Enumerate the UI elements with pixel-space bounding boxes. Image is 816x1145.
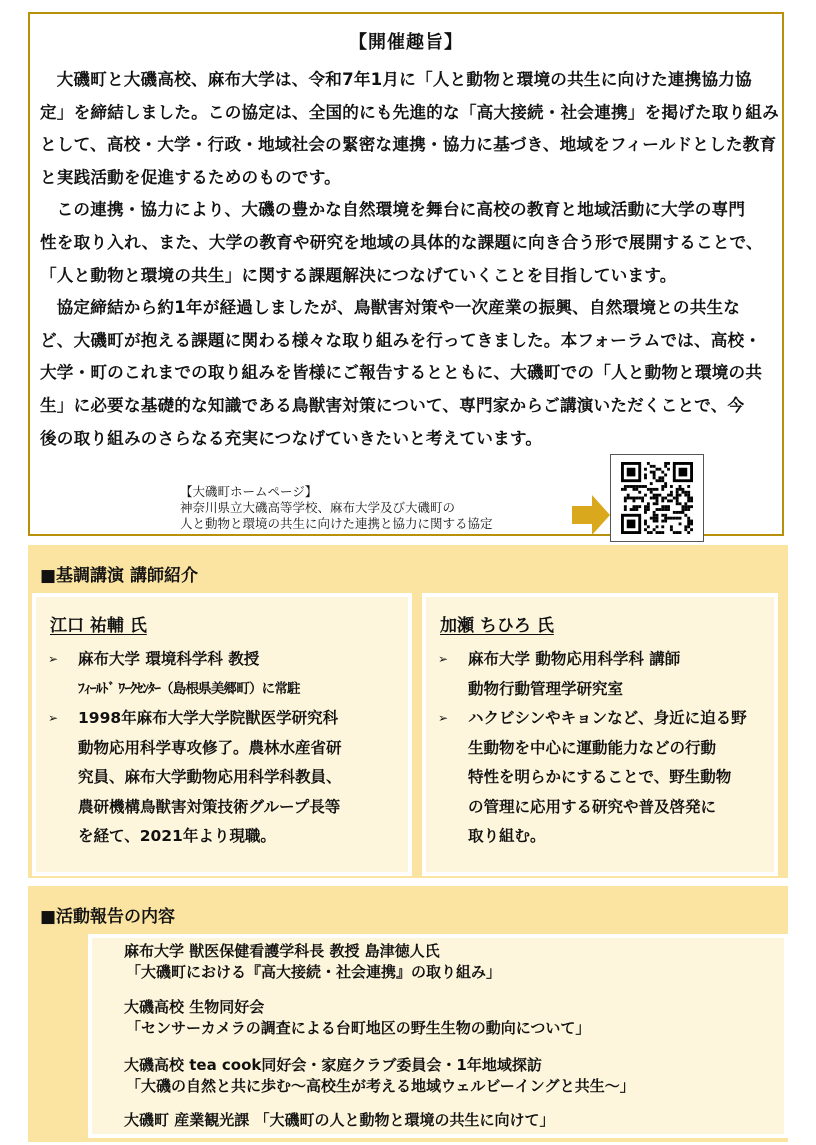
- text-line: ➢ 1998年麻布大学大学院獣医学研究科: [78, 709, 339, 727]
- text-line: と実践活動を促進するためのものです。: [40, 167, 341, 187]
- text-line: ど、大磯町が抱える課題に関わる様々な取り組みを行ってきました。本フォーラムでは、高校・: [40, 330, 762, 350]
- qr-code[interactable]: [610, 454, 704, 542]
- homepage-label: 【大磯町ホームページ】: [180, 484, 318, 499]
- report-presenter: 大磯高校 tea cook同好会・家庭クラブ委員会・1年地域探訪: [124, 1056, 542, 1074]
- text-line: 生」に必要な基礎的な知識である鳥獣害対策について、専門家からご講演いただくことで、今: [40, 395, 745, 415]
- report-item: [124, 1110, 554, 1131]
- purpose-heading: 【開催趣旨】: [349, 32, 463, 53]
- lecturer-name: 江口 祐輔 氏: [50, 616, 147, 636]
- text-line: 動物応用科学専攻修了。農林水産省研: [78, 738, 342, 757]
- report-title: 「大磯の自然と共に歩む～高校生が考える地域ウェルビーイングと共生～」: [126, 1077, 635, 1095]
- text-line: 「人と動物と環境の共生」に関する課題解決につなげていくことを目指しています。: [40, 265, 677, 285]
- text-line: 大学・町のこれまでの取り組みを皆様にご報告するとともに、大磯町での「人と動物と環境の共: [40, 363, 763, 383]
- purpose-paragraph: [40, 292, 776, 455]
- list-item: [438, 704, 747, 852]
- section-heading: ■基調講演 講師紹介: [40, 566, 198, 586]
- text-line: ﾌｨｰﾙﾄﾞ ﾜｰｸｾﾝﾀｰ（島根県美郷町）に常駐: [78, 680, 300, 697]
- text-line: 生動物を中心に運動能力などの行動: [468, 738, 717, 757]
- lecturer-name: 加瀬 ちひろ 氏: [440, 616, 554, 636]
- report-presenter: 大磯町 産業観光課 「大磯町の人と動物と環境の共生に向けて」: [124, 1111, 555, 1129]
- section-heading: ■活動報告の内容: [40, 907, 176, 927]
- text-line: 動物行動管理学研究室: [468, 679, 624, 698]
- report-title: 「大磯町における『高大接続・社会連携』の取り組み」: [126, 963, 502, 981]
- homepage-line: 神奈川県立大磯高等学校、麻布大学及び大磯町の: [180, 500, 456, 515]
- lecturer-bio-list: [438, 645, 747, 852]
- text-line: 取り組む。: [468, 827, 546, 845]
- text-line: 究員、麻布大学動物応用科学科教員、: [78, 768, 342, 786]
- text-line: 農研機構鳥獣害対策技術グループ長等: [78, 797, 341, 816]
- text-line: ➢ 麻布大学 動物応用科学科 講師: [468, 650, 681, 668]
- text-line: 定」を締結しました。この協定は、全国的にも先進的な「高大接続・社会連携」を掲げた取り組み: [40, 102, 779, 122]
- purpose-box: [28, 12, 784, 536]
- purpose-paragraph: [40, 64, 779, 194]
- qr-code-pattern: [621, 462, 693, 534]
- list-item: [48, 645, 342, 704]
- report-item: [124, 941, 501, 983]
- text-line: の管理に応用する研究や普及啓発に: [468, 797, 717, 816]
- text-line: この連携・協力により、大磯の豊かな自然環境を舞台に高校の教育と地域活動に大学の専門: [56, 200, 746, 220]
- text-line: として、高校・大学・行政・地域社会の緊密な連携・協力に基づき、地域をフィールドとした教育: [40, 135, 777, 155]
- report-title: 「センサーカメラの調査による台町地区の野生生物の動向について」: [126, 1019, 591, 1037]
- text-line: を経て、2021年より現職。: [78, 827, 276, 845]
- text-line: ➢ ハクビシンやキョンなど、身近に迫る野: [468, 709, 747, 727]
- report-presenter: 大磯高校 生物同好会: [124, 998, 265, 1016]
- text-line: 大磯町と大磯高校、麻布大学は、令和7年1月に「人と動物と環境の共生に向けた連携協力協: [56, 70, 752, 89]
- reports-card: [88, 934, 788, 1138]
- list-item: [48, 704, 342, 852]
- report-item: [124, 1055, 635, 1097]
- purpose-body: [40, 64, 779, 455]
- purpose-paragraph: [40, 194, 776, 292]
- lecturer-bio-list: [48, 645, 342, 852]
- homepage-link[interactable]: [180, 484, 493, 532]
- homepage-line: 人と動物と環境の共生に向けた連携と協力に関する協定: [180, 516, 493, 531]
- keynote-section: [28, 545, 788, 878]
- text-line: 性を取り入れ、また、大学の教育や研究を地域の具体的な課題に向き合う形で展開することで、: [40, 232, 763, 252]
- arrow-right-icon: [572, 495, 610, 535]
- text-line: 協定締結から約1年が経過しましたが、鳥獣害対策や一次産業の振興、自然環境との共生な: [56, 298, 741, 318]
- report-presenter: 麻布大学 獣医保健看護学科長 教授 島津徳人氏: [124, 942, 440, 960]
- reports-section: [28, 886, 788, 1142]
- text-line: 特性を明らかにすることで、野生動物: [468, 768, 732, 786]
- lecturer-card-eguchi: [32, 593, 412, 876]
- text-line: 後の取り組みのさらなる充実につなげていきたいと考えています。: [40, 428, 543, 448]
- report-item: [124, 997, 590, 1039]
- list-item: [438, 645, 747, 704]
- lecturer-card-kase: [422, 593, 778, 876]
- text-line: ➢ 麻布大学 環境科学科 教授: [78, 650, 260, 668]
